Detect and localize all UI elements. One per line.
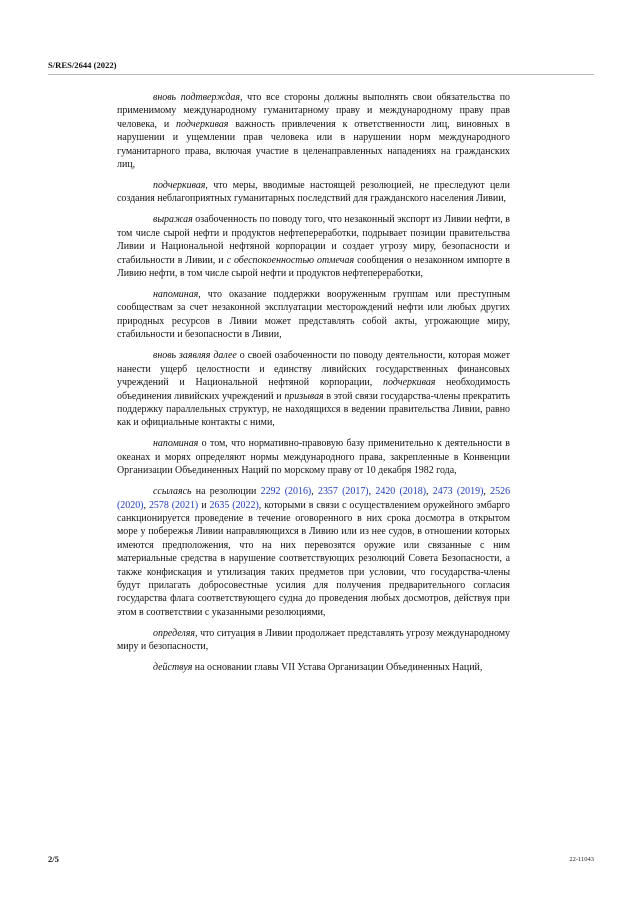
operative-verb: призывая	[284, 390, 324, 402]
paragraph-text: озабоченность по поводу того, что незаконный экспорт из Ливии нефти, в том числе сырой нефти и продуктов нефтепереработки, подрывает позиции правительства Ливии и Национальной нефтяной корпорации и создает угрозу миру, безопасности и стабильности в Ливии, и	[117, 214, 510, 266]
operative-verb: напоминая	[153, 438, 199, 450]
paragraph-text: о своей озабоченности по поводу деятельности, которая может нанести ущерб целостности и единству ливийских государственных финансовых учреждений и Национальной нефтяной корпорации,	[117, 350, 510, 389]
paragraph-referring-resolutions: ссылаясь на резолюции 2292 (2016), 2357 (2017), 2420 (2018), 2473 (2019), 2526 (2020), 2578 (2021) и 2635 (2022), которыми в связи с осуществлением оружейного эмбарго санкционируется проведение в течение оговоренного в них срока досмотра в открытом море у побережья Ливии направляющихся в Ливию или из нее судов, в отношении которых имеются предположения, что на них перевозятся оружие или связанные с ним материальные средства в нарушение соответствующих резолюций Совета Безопасности, а также конфискация и утилизация таких предметов при условии, что государства-члены будут прилагать добросовестные усилия для получения предварительного согласия государства флага соответствующего судна до проведения любых досмотров, действуя при этом в соответствии с указанными резолюциями,	[117, 486, 511, 618]
resolution-link[interactable]: 2635 (2022)	[209, 499, 259, 511]
operative-verb: ссылаясь	[153, 486, 192, 498]
paragraph-acting	[117, 661, 510, 674]
resolution-link[interactable]: 2473 (2019)	[432, 486, 484, 498]
paragraph-restating-concern	[117, 349, 510, 429]
paragraph-text: , что оказание поддержки вооруженным группам или преступным сообществам за счет незаконной эксплуатации месторождений нефти или любых других природных ресурсов в Ливии может представлять собой акты, угрожающие миру, стабильности и безопасности в Ливии,	[117, 289, 510, 341]
operative-verb: выражая	[153, 214, 193, 226]
paragraph-text: необходимость объединения ливийских учреждений и	[117, 377, 510, 402]
paragraph-text: , что меры, вводимые настоящей резолюцией, не преследуют цели создания неблагоприятных гуманитарных последствий для гражданского населения Ливии,	[117, 180, 510, 205]
operative-verb: с обеспокоенностью отмечая	[226, 254, 355, 266]
resolution-link[interactable]: 2526 (2020)	[117, 486, 511, 511]
operative-verb: напоминая	[153, 289, 199, 301]
operative-verb: вновь заявляя далее	[153, 350, 237, 362]
document-number: 22-11043	[569, 856, 594, 863]
paragraph-expressing-concern	[117, 213, 510, 280]
paragraph-text: , которыми в связи с осуществлением оружейного эмбарго санкционируется проведение в течение оговоренного в них срока досмотра в открытом море у побережья Ливии направляющихся в Ливию или из нее судов, в отношении которых имеются предположения, что на них перевозятся оружие или связанные с ним материальные средства в нарушение соответствующих резолюций Совета Безопасности, а также конфискация и утилизация таких предметов при условии, что государства-члены будут прилагать добросовестные усилия для получения предварительного согласия государства флага соответствующего судна до проведения любых досмотров, действуя при этом в соответствии с указанными резолюциями,	[117, 499, 510, 618]
paragraph-text: на основании главы VII Устава Организации Объединенных Наций,	[192, 662, 483, 674]
operative-verb: подчеркивая	[153, 180, 206, 192]
paragraph-text: , что все стороны должны выполнять свои обязательства по применимому международному гуманитарному праву и международному праву прав человека, и	[117, 92, 510, 130]
paragraph-text: о том, что нормативно-правовую базу применительно к деятельности в океанах и морях определяют нормы международного права, закрепленные в Конвенции Организации Объединенных Наций по морскому праву от 10 декабря 1982 года,	[117, 438, 510, 477]
page-number: 2/5	[48, 854, 59, 864]
operative-verb: подчеркивая	[176, 118, 229, 130]
paragraph-text: , что ситуация в Ливии продолжает представлять угрозу международному миру и безопасности,	[117, 627, 510, 653]
header-divider	[48, 74, 594, 75]
operative-verb: действуя	[153, 662, 193, 674]
resolution-link[interactable]: 2578 (2021)	[148, 499, 199, 511]
resolution-link[interactable]: 2357 (2017)	[317, 486, 369, 498]
document-symbol: S/RES/2644 (2022)	[48, 60, 117, 70]
operative-verb: подчеркивая	[383, 377, 436, 389]
paragraph-recalling-support	[117, 288, 510, 342]
operative-verb: определяя	[153, 627, 195, 639]
paragraph-text: важность привлечения к ответственности лиц, виновных в нарушении и ущемлении прав человека или в нарушении норм международного гуманитарного права, включая участие в целенаправленных нападениях на гражданских лиц,	[117, 118, 511, 171]
preamble-body	[117, 91, 510, 682]
resolution-link[interactable]: 2292 (2016)	[260, 486, 312, 498]
resolution-link[interactable]: 2420 (2018)	[375, 486, 427, 498]
paragraph-recalling-law-of-sea	[117, 437, 510, 477]
paragraph-text: на резолюции	[191, 486, 261, 498]
paragraph-reaffirming	[117, 91, 510, 171]
operative-verb: вновь подтверждая	[153, 92, 241, 103]
paragraph-text: сообщения о незаконном импорте в Ливию нефти, в том числе сырой нефти и продуктов нефтепереработки,	[117, 254, 510, 280]
paragraph-text: в этой связи государства-члены прекратить поддержку параллельных структур, не находящихся в ведении правительства Ливии, равно как и официальные контакты с ними,	[117, 390, 510, 429]
paragraph-underlining	[117, 179, 510, 206]
paragraph-determining	[117, 627, 510, 654]
